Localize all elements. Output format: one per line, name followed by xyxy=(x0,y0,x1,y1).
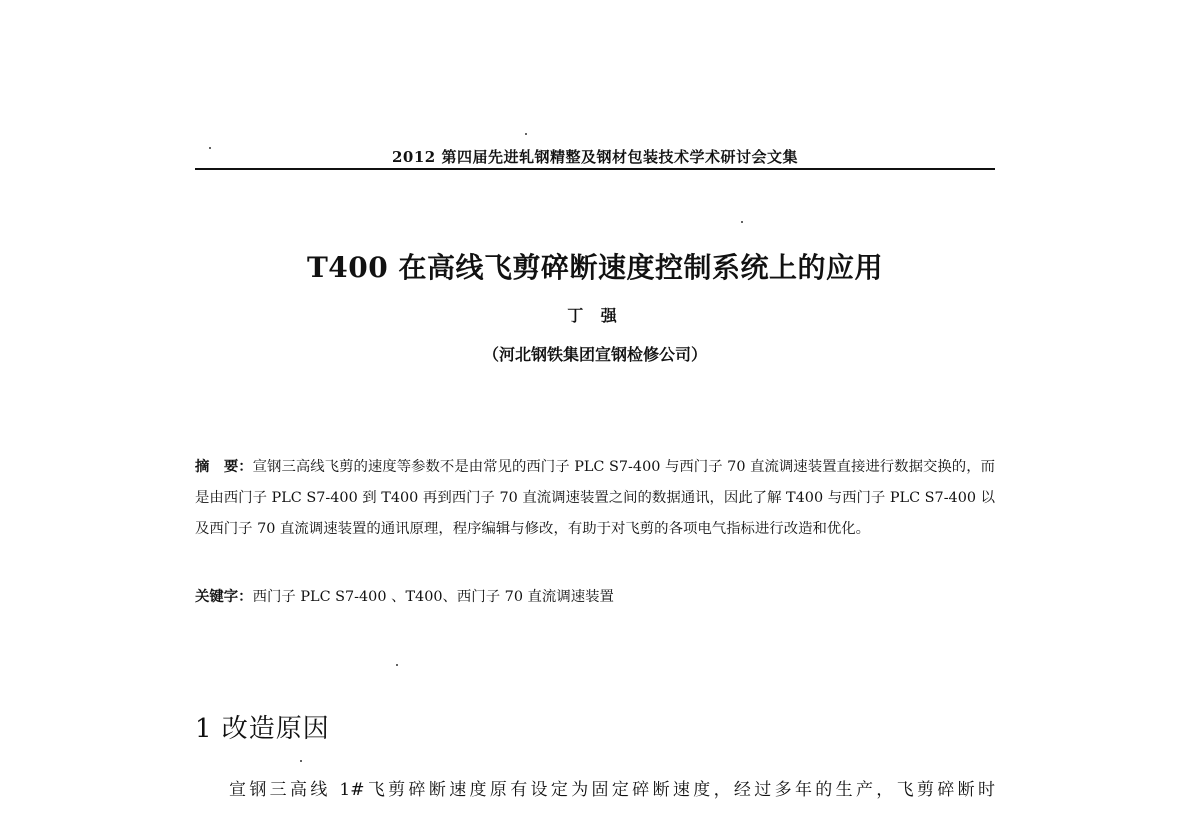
scan-speck xyxy=(300,760,302,762)
keywords-text: 西门子 PLC S7-400 、T400、西门子 70 直流调速装置 xyxy=(252,589,614,605)
abstract xyxy=(195,451,995,545)
body-paragraph: 宣钢三高线 1#飞剪碎断速度原有设定为固定碎断速度，经过多年的生产，飞剪碎断时 xyxy=(229,780,995,800)
abstract-text: 宣钢三高线飞剪的速度等参数不是由常见的西门子 PLC S7-400 与西门子 70 直流调速装置直接进行数据交换的，而是由西门子 PLC S7-400 到 T400 再到西门子 70 直流调速装置之间的数据通讯，因此了解 T400 与西门子 PLC S7-400 以及西门子 70 直流调速装置的通讯原理，程序编辑与修改，有助于对飞剪的各项电气指标进行改造和优化。 xyxy=(195,459,995,537)
author-name: 丁 强 xyxy=(567,306,623,325)
abstract-label: 摘 要： xyxy=(195,458,253,475)
section-heading: 1 改造原因 xyxy=(195,714,330,744)
scan-speck xyxy=(525,133,527,135)
author-affiliation: （河北钢铁集团宣钢检修公司） xyxy=(482,345,707,364)
scan-speck xyxy=(396,664,398,666)
header-rule xyxy=(195,168,995,170)
paper-title: T400 在高线飞剪碎断速度控制系统上的应用 xyxy=(306,251,884,284)
scan-speck xyxy=(741,221,743,223)
keywords xyxy=(195,583,995,611)
keywords-label: 关键字： xyxy=(195,588,253,605)
running-header: 2012 第四届先进轧钢精整及钢材包装技术学术研讨会文集 xyxy=(392,148,798,166)
scan-speck xyxy=(209,147,211,149)
